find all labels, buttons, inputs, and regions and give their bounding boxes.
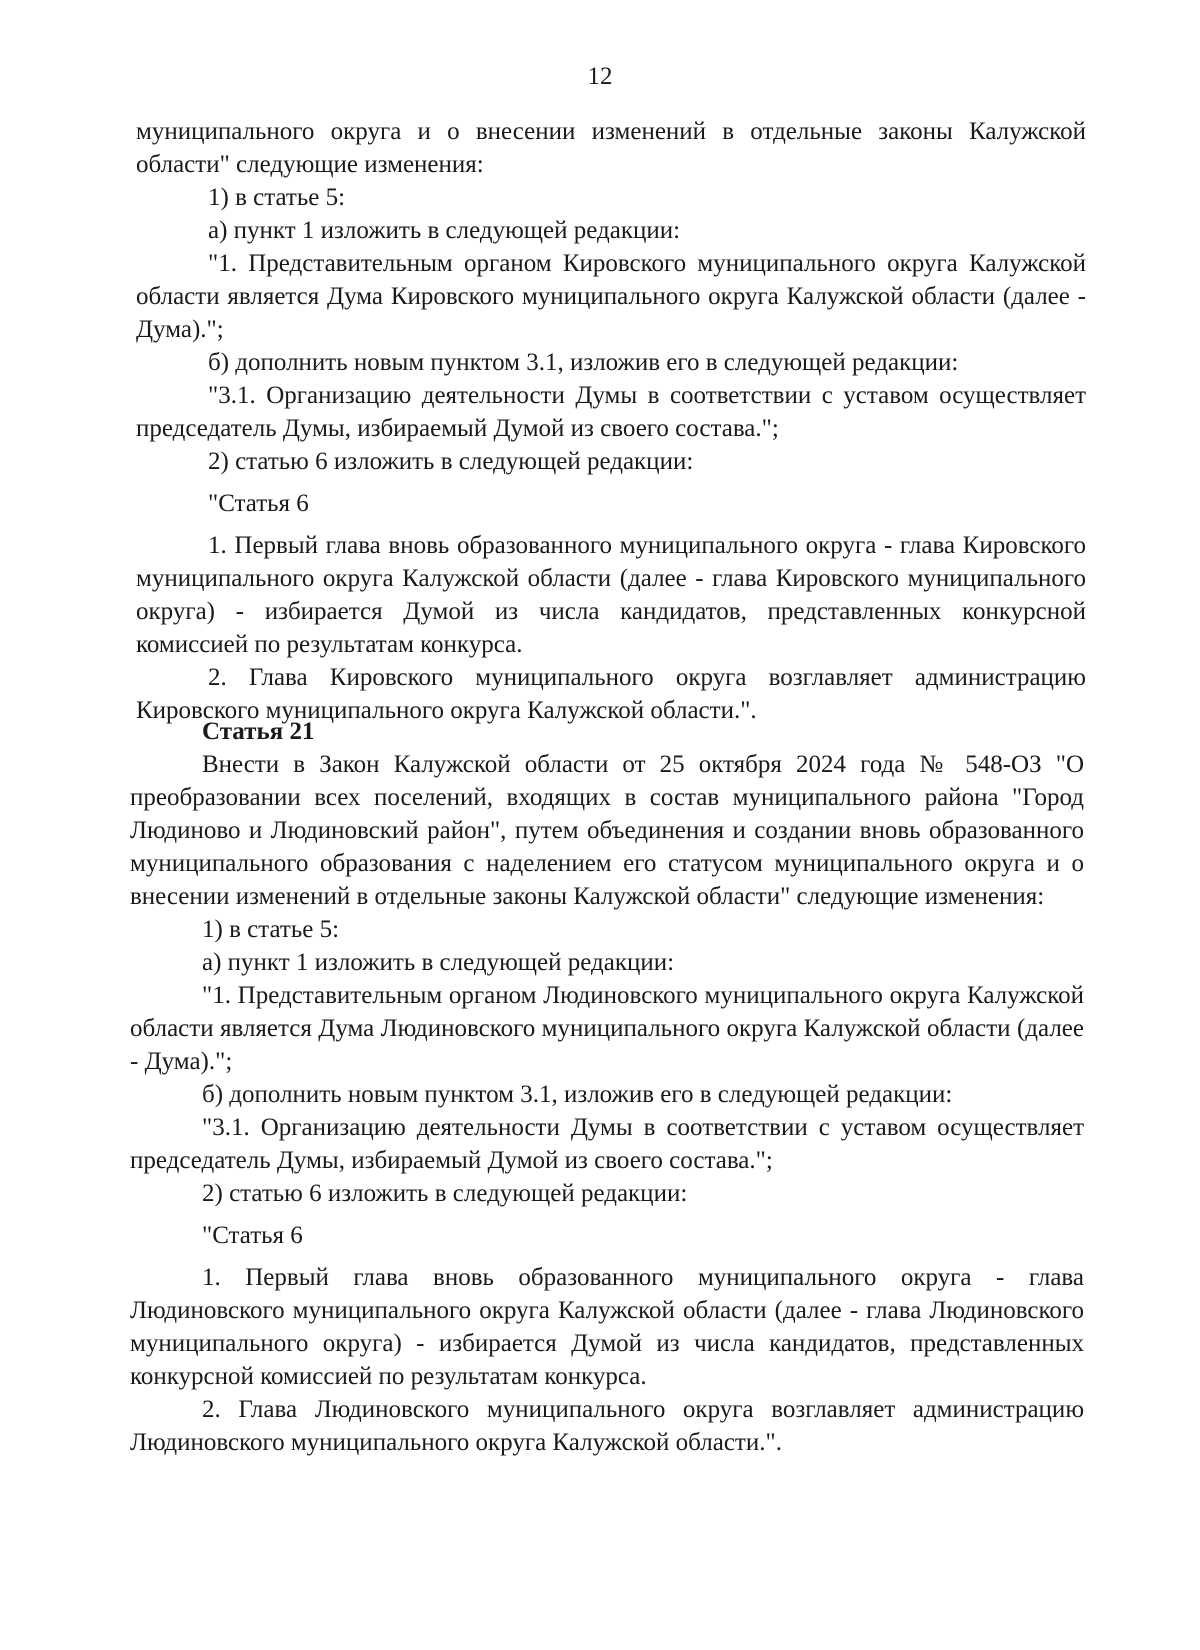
paragraph-quote-article-6-title: "Статья 6	[202, 1222, 303, 1249]
paragraph-intro: Внести в Закон Калужской области от 25 октября 2024 года № 548-ОЗ "О преобразовании всех поселений, входящих в состав муниципального района "Город Людиново и Людиновский район", путем объединения и создании вновь образованного муниципального образования с наделением его статусом муниципального округа и о внесении изменений в отдельные законы Калужской области" следующие изменения:	[130, 751, 1084, 910]
paragraph-quote-representative-body: "1. Представительным органом Людиновского муниципального округа Калужской области является Дума Людиновского муниципального округа Калужской области (далее - Дума).";	[130, 982, 1084, 1075]
paragraph-subitem-a: а) пункт 1 изложить в следующей редакции:	[202, 949, 675, 976]
paragraph-article-6-point-2: 2. Глава Людиновского муниципального округа возглавляет администрацию Людиновского муниципального округа Калужской области.".	[130, 1396, 1084, 1456]
paragraph-subitem-b: б) дополнить новым пунктом 3.1, изложив его в следующей редакции:	[202, 1081, 953, 1108]
paragraph-subitem-b: б) дополнить новым пунктом 3.1, изложив его в следующей редакции:	[208, 349, 959, 376]
paragraph-quote-duma-chair: "3.1. Организацию деятельности Думы в соответствии с уставом осуществляет председатель Думы, избираемый Думой из своего состава.";	[130, 1114, 1084, 1174]
page-number: 12	[587, 63, 613, 90]
paragraph-article-6-point-2: 2. Глава Кировского муниципального округа возглавляет администрацию Кировского муниципального округа Калужской области.".	[136, 664, 1086, 724]
paragraph-item-article-5: 1) в статье 5:	[202, 916, 340, 943]
paragraph-article-6-point-1: 1. Первый глава вновь образованного муниципального округа - глава Людиновского муниципального округа Калужской области (далее - глава Людиновского муниципального округа) - избирается Думой из числа кандидатов, представленных конкурсной комиссией по результатам конкурса.	[130, 1264, 1084, 1390]
paragraph-item-article-5: 1) в статье 5:	[208, 184, 346, 211]
paragraph-item-article-6: 2) статью 6 изложить в следующей редакции:	[202, 1180, 688, 1207]
paragraph-quote-duma-chair: "3.1. Организацию деятельности Думы в соответствии с уставом осуществляет председатель Думы, избираемый Думой из своего состава.";	[136, 382, 1086, 442]
paragraph-subitem-a: а) пункт 1 изложить в следующей редакции:	[208, 217, 681, 244]
section-continuation	[136, 115, 1086, 727]
section-article-21	[130, 715, 1084, 1459]
paragraph-continuation: муниципального округа и о внесении изменений в отдельные законы Калужской области" следующие изменения:	[136, 118, 1086, 178]
paragraph-item-article-6: 2) статью 6 изложить в следующей редакции:	[208, 448, 694, 475]
paragraph-quote-article-6-title: "Статья 6	[208, 490, 309, 517]
paragraph-article-6-point-1: 1. Первый глава вновь образованного муниципального округа - глава Кировского муниципального округа Калужской области (далее - глава Кировского муниципального округа) - избирается Думой из числа кандидатов, представленных конкурсной комиссией по результатам конкурса.	[136, 532, 1086, 658]
article-heading: Статья 21	[202, 718, 315, 745]
paragraph-quote-representative-body: "1. Представительным органом Кировского муниципального округа Калужской области является Дума Кировского муниципального округа Калужской области (далее - Дума).";	[136, 250, 1086, 343]
